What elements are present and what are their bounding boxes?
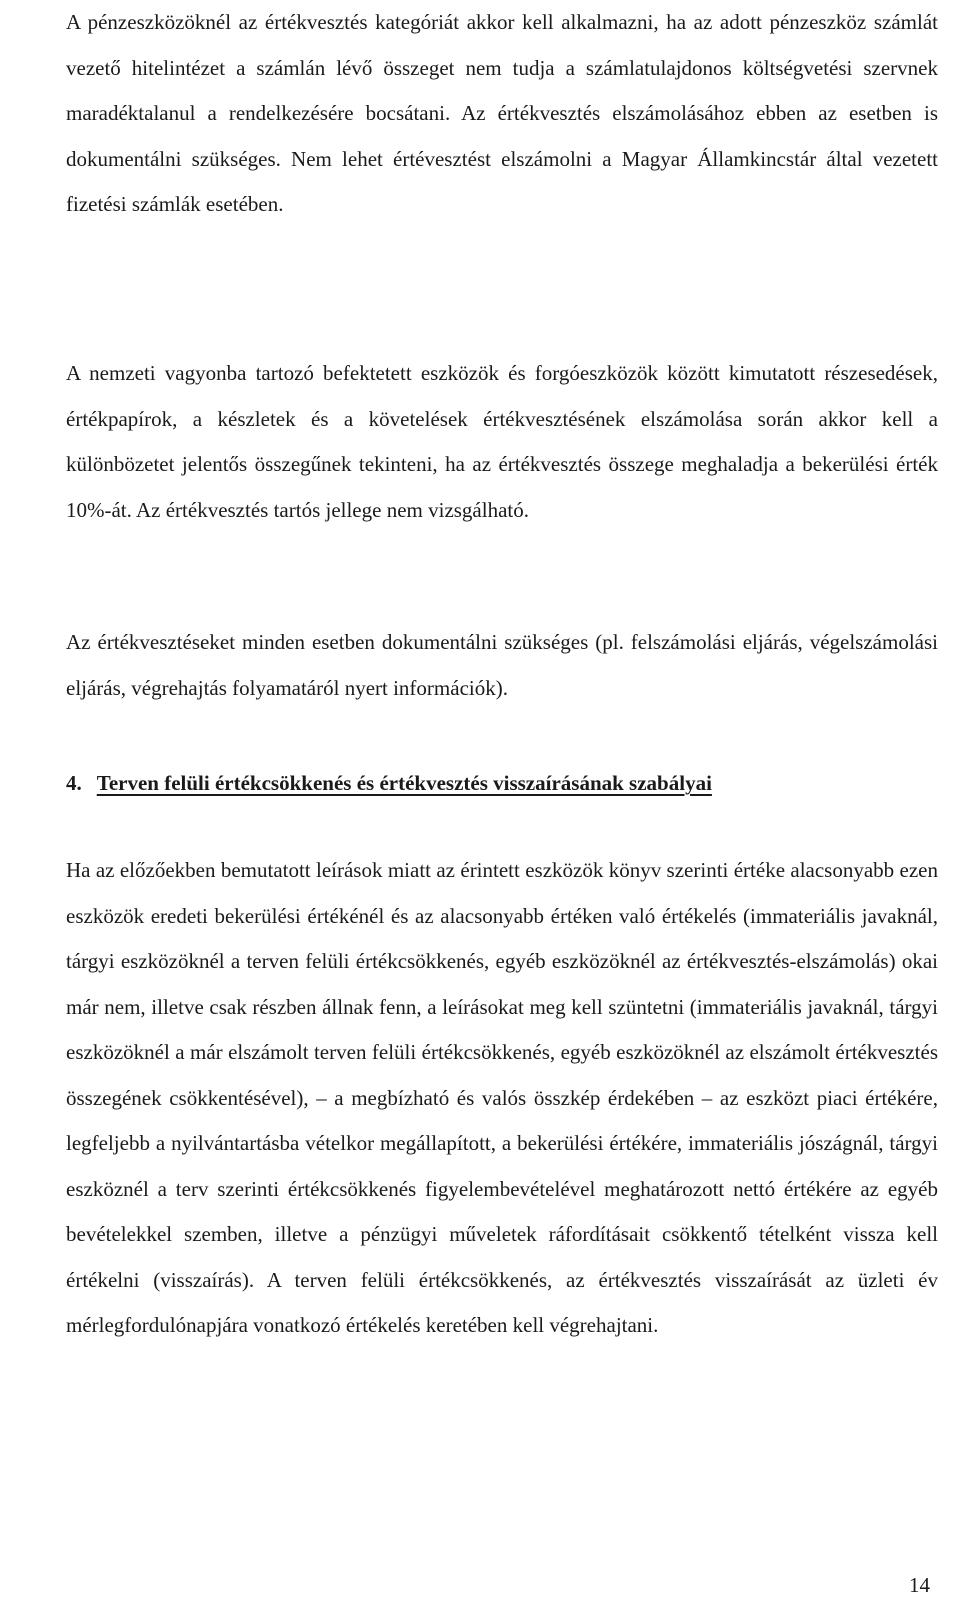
paragraph-significant-amount: A nemzeti vagyonba tartozó befektetett eszközök és forgóeszközök között kimutatott részesedések, értékpapírok, a készletek és a követelések értékvesztésének elszámolása során akkor kell a különbözetet jelentős összegűnek tekinteni, ha az értékvesztés összege meghaladja a bekerülési érték 10%-át. Az értékvesztés tartós jellege nem vizsgálható. <box>66 361 938 522</box>
paragraph-documentation: Az értékvesztéseket minden esetben dokumentálni szükséges (pl. felszámolási eljárás, végelszámolási eljárás, végrehajtás folyamatáról nyert információk). <box>66 630 938 700</box>
page-number: 14 <box>909 1573 930 1597</box>
paragraph-cash-impairment: A pénzeszközöknél az értékvesztés kategóriát akkor kell alkalmazni, ha az adott pénzeszköz számlát vezető hitelintézet a számlán lévő összeget nem tudja a számlatulajdonos költségvetési szervnek maradéktalanul a rendelkezésére bocsátani. Az értékvesztés elszámolásához ebben az esetben is dokumentálni szükséges. Nem lehet értévesztést elszámolni a Magyar Államkincstár által vezetett fizetési számlák esetében. <box>66 10 938 216</box>
section-number: 4. <box>66 771 82 795</box>
section-heading <box>66 761 938 806</box>
section-title: Terven felüli értékcsökkenés és értékvesztés visszaírásának szabályai <box>96 771 712 795</box>
paragraph-write-back-rules: Ha az előzőekben bemutatott leírások miatt az érintett eszközök könyv szerinti értéke alacsonyabb ezen eszközök eredeti bekerülési értékénél és az alacsonyabb értéken való értékelés (immateriális javaknál, tárgyi eszközöknél a terven felüli értékcsökkenés, egyéb eszközöknél az értékvesztés-elszámolás) okai már nem, illetve csak részben állnak fenn, a leírásokat meg kell szüntetni (immateriális javaknál, tárgyi eszközöknél a már elszámolt terven felüli értékcsökkenés, egyéb eszközöknél az elszámolt értékvesztés összegének csökkentésével), – a megbízható és valós összkép érdekében – az eszközt piaci értékére, legfeljebb a nyilvántartásba vételkor megállapított, a bekerülési értékére, immateriális jószágnál, tárgyi eszköznél a terv szerinti értékcsökkenés figyelembevételével meghatározott nettó értékére az egyéb bevételekkel szemben, illetve a pénzügyi műveletek ráfordításait csökkentő tételként vissza kell értékelni (visszaírás). A terven felüli értékcsökkenés, az értékvesztés visszaírását az üzleti év mérlegfordulónapjára vonatkozó értékelés keretében kell végrehajtani. <box>66 858 938 1337</box>
